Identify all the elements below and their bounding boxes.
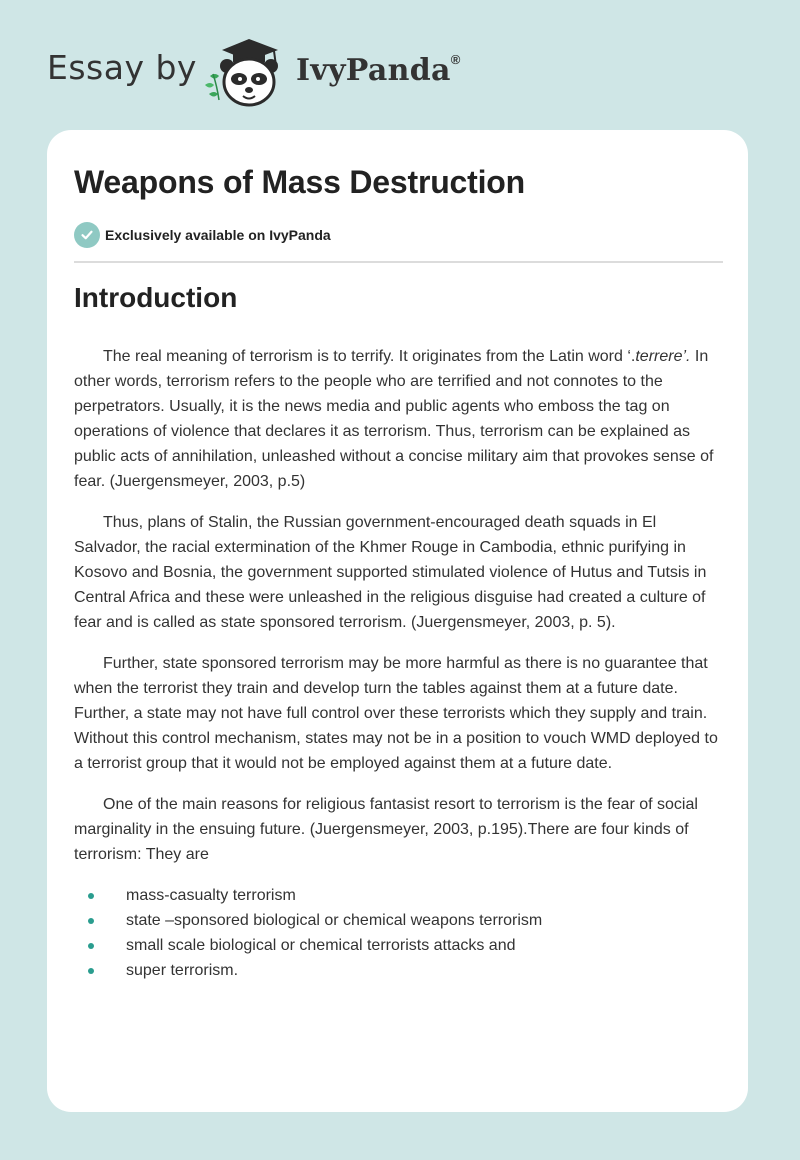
exclusive-badge <box>74 222 331 248</box>
bullet-dot-icon <box>88 968 94 974</box>
registered-mark: ® <box>450 52 461 67</box>
page-title: Weapons of Mass Destruction <box>74 164 525 200</box>
list-item <box>74 958 726 983</box>
brand-name[interactable] <box>296 52 461 88</box>
bullet-dot-icon <box>88 943 94 949</box>
bullet-dot-icon <box>88 918 94 924</box>
paragraph-1-text-end: In other words, terrorism refers to the people who are terrified and not connotes to the perpetrators. Usually, it is the news media and public agents who emboss the tag on operations of violence that declares it as terrorism. Thus, terrorism can be explained as public acts of annihilation, unleashed without a concise military aim that provokes sense of fear. (Juergensmeyer, 2003, p.5) <box>74 348 714 490</box>
terrorism-kinds-list <box>74 883 726 983</box>
paragraph-3: Further, state sponsored terrorism may be more harmful as there is no guarantee that when the terrorist they train and develop turn the tables against them at a future date. Further, a state may not have full control over these terrorists which they supply and train. Without this control mechanism, states may not be in a position to vouch WMD deployed to a terrorist group that it would not be employed against them at a future date. <box>74 655 718 772</box>
list-item-text: small scale biological or chemical terrorists attacks and <box>126 937 516 954</box>
paragraph-2: Thus, plans of Stalin, the Russian government-encouraged death squads in El Salvador, the racial extermination of the Khmer Rouge in Cambodia, ethnic purifying in Kosovo and Bosnia, the government supported stimulated violence of Hutus and Tutsis in Central Africa and these were unleashed in the religious disguise had created a culture of fear and is called as state sponsored terrorism. (Juergensmeyer, 2003, p. 5). <box>74 514 707 631</box>
list-item <box>74 908 726 933</box>
check-icon <box>74 222 100 248</box>
section-heading-introduction: Introduction <box>74 282 238 313</box>
list-item-text: super terrorism. <box>126 962 239 979</box>
list-item <box>74 883 726 908</box>
ivy-leaf-icon <box>205 74 219 100</box>
list-item <box>74 933 726 958</box>
bullet-dot-icon <box>88 893 94 899</box>
list-item-text: mass-casualty terrorism <box>126 887 296 904</box>
brand-text: IvyPanda <box>296 53 451 88</box>
paragraph-1-latin-word: terrere’. <box>635 348 691 365</box>
essay-by-label: Essay by <box>47 48 197 87</box>
site-header <box>0 0 800 130</box>
essay-card <box>47 130 748 1112</box>
exclusive-label: Exclusively available on IvyPanda <box>105 227 331 243</box>
paragraph-4: One of the main reasons for religious fantasist resort to terrorism is the fear of social marginality in the ensuing future. (Juergensmeyer, 2003, p.195).There are four kinds of terrorism: They are <box>74 796 698 863</box>
paragraph-1 <box>74 344 726 494</box>
list-item-text: state –sponsored biological or chemical weapons terrorism <box>126 912 543 929</box>
panda-logo-icon[interactable] <box>200 36 292 108</box>
divider <box>74 261 723 263</box>
paragraph-1-text-start: The real meaning of terrorism is to terrify. It originates from the Latin word ‘. <box>103 348 636 365</box>
essay-body <box>74 344 726 983</box>
